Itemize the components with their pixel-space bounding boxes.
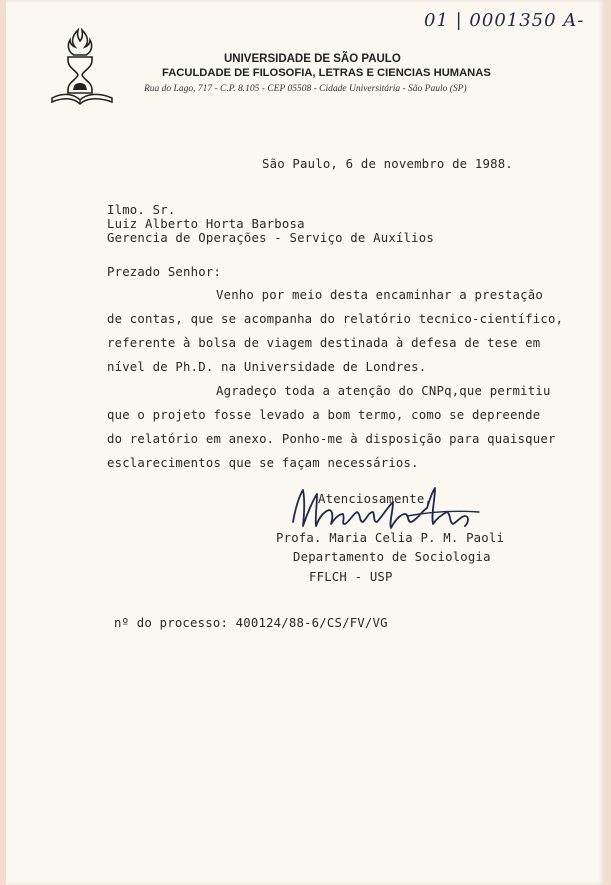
recipient-salutation: Ilmo. Sr.: [107, 203, 176, 217]
body-line: esclarecimentos que se façam necessários.: [107, 456, 419, 470]
handwritten-signature: [289, 482, 489, 538]
body-line: de contas, que se acompanha do relatório tecnico-científico,: [107, 312, 564, 326]
process-number: nº do processo: 400124/88-6/CS/FV/VG: [114, 616, 388, 630]
faculty-name: FACULDADE DE FILOSOFIA, LETRAS E CIENCIAS HUMANAS: [162, 67, 491, 79]
body-line: Agradeço toda a atenção do CNPq,que permitiu: [216, 384, 551, 398]
archive-code: 01 | 0001350 A-: [424, 10, 585, 31]
recipient-position: Gerencia de Operações - Serviço de Auxílios: [107, 231, 434, 245]
body-line: que o projeto fosse levado a bom termo, como se depreende: [107, 408, 541, 422]
recipient-name: Luiz Alberto Horta Barbosa: [107, 217, 305, 231]
body-line: referente à bolsa de viagem destinada à defesa de tese em: [107, 336, 541, 350]
signatory-name: Profa. Maria Celia P. M. Paoli: [276, 531, 505, 545]
signatory-department: Departamento de Sociologia: [293, 550, 491, 564]
greeting: Prezado Senhor:: [107, 265, 222, 279]
university-name: UNIVERSIDADE DE SÃO PAULO: [224, 53, 401, 65]
date-line: São Paulo, 6 de novembro de 1988.: [262, 157, 513, 171]
letterhead-address: Rua do Lago, 717 - C.P. 8.105 - CEP 05508 - Cidade Universitária - São Paulo (SP): [144, 84, 467, 94]
letter-page: [6, 0, 605, 885]
body-line: nível de Ph.D. na Universidade de Londres.: [107, 360, 427, 374]
body-line: Venho por meio desta encaminhar a prestação: [216, 288, 543, 302]
signatory-unit: FFLCH - USP: [309, 570, 393, 584]
university-emblem-icon: [48, 26, 118, 106]
body-line: do relatório em anexo. Ponho-me à disposição para quaisquer: [107, 432, 556, 446]
closing: Atenciosamente,: [318, 492, 433, 506]
